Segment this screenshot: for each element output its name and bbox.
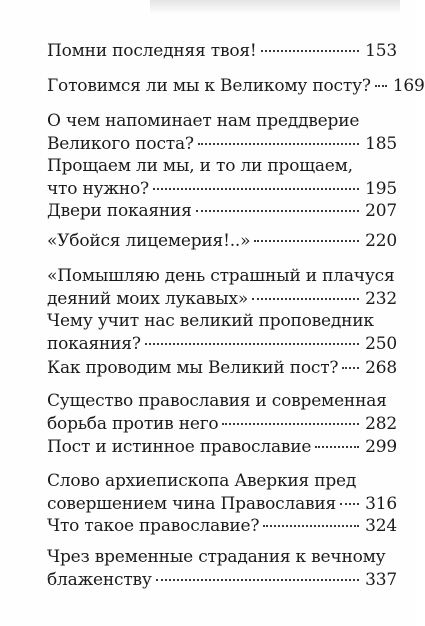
toc-entry — [47, 200, 397, 223]
toc-entry-line — [47, 133, 397, 156]
toc-entry — [47, 75, 425, 98]
toc-entry-title: Помни последняя твоя! — [47, 41, 257, 61]
toc-entry-title: Что такое православие? — [47, 516, 260, 536]
toc-entry-title: «Помышляю день страшный и плачуся — [47, 266, 395, 286]
toc-entry-line — [47, 515, 397, 538]
toc-entry — [47, 155, 397, 201]
dot-leader — [263, 525, 359, 527]
toc-entry-line — [47, 200, 397, 223]
dot-leader — [145, 343, 359, 345]
toc-entry-title: Двери покаяния — [47, 201, 192, 221]
toc-entry-title-continued: что нужно? — [47, 179, 149, 199]
toc-entry — [47, 310, 397, 356]
toc-entry-line — [47, 310, 397, 333]
toc-page-number: 169 — [392, 76, 425, 96]
toc-entry-title-continued: борьба против него — [47, 414, 219, 434]
dot-leader — [198, 143, 359, 145]
toc-entry-title: Существо православия и современная — [47, 391, 387, 411]
dot-leader — [196, 210, 359, 212]
toc-entry-line — [47, 569, 397, 592]
toc-entry — [47, 357, 397, 380]
toc-entry-line — [47, 178, 397, 201]
toc-entry-line — [47, 110, 397, 133]
toc-entry — [47, 230, 397, 253]
toc-page-number: 195 — [365, 179, 397, 199]
toc-entry-title-continued: совершением чина Православия — [47, 494, 337, 514]
toc-entry-line — [47, 357, 397, 380]
toc-entry-line — [47, 390, 397, 413]
toc-entry — [47, 470, 397, 516]
toc-entry-title: «Убойся лицемерия!..» — [47, 231, 251, 251]
dot-leader — [340, 503, 359, 505]
toc-page-number: 220 — [365, 231, 397, 251]
toc-page-number: 232 — [365, 289, 397, 309]
toc-entry-line — [47, 40, 397, 63]
toc-entry-title: Чему учит нас великий проповедник — [47, 311, 374, 331]
dot-leader — [254, 240, 359, 242]
toc-page-number: 268 — [365, 358, 397, 378]
dot-leader — [252, 298, 359, 300]
toc-entry-title-continued: Великого поста? — [47, 134, 194, 154]
toc-page-number: 299 — [365, 437, 397, 457]
toc-entry-title: Как проводим мы Великий пост? — [47, 358, 339, 378]
toc-entry-line — [47, 75, 425, 98]
toc-entry-line — [47, 155, 397, 178]
toc-page-number: 185 — [365, 134, 397, 154]
toc-page-number: 207 — [365, 201, 397, 221]
toc-entry — [47, 110, 397, 156]
dot-leader — [261, 50, 360, 52]
toc-entry — [47, 436, 397, 459]
toc-entry — [47, 515, 397, 538]
toc-page-number: 324 — [365, 516, 397, 536]
toc-entry-title: Пост и истинное православие — [47, 437, 312, 457]
toc-page-number: 337 — [365, 570, 397, 590]
toc-entry — [47, 546, 397, 592]
toc-entry-title-continued: блаженству — [47, 570, 152, 590]
dot-leader — [342, 367, 359, 369]
toc-entry-line — [47, 230, 397, 253]
toc-entry-title: О чем напоминает нам преддверие — [47, 111, 360, 131]
toc-entry — [47, 40, 397, 63]
toc-entry — [47, 390, 397, 436]
toc-entry-title: Слово архиепископа Аверкия пред — [47, 471, 357, 491]
page-bleed-shadow — [150, 0, 400, 14]
dot-leader — [156, 579, 359, 581]
toc-entry-line — [47, 546, 397, 569]
toc-entry-line — [47, 413, 397, 436]
toc-entry-line — [47, 493, 397, 516]
toc-entry-title-continued: покаяния? — [47, 334, 141, 354]
toc-page-number: 250 — [365, 334, 397, 354]
dot-leader — [375, 85, 387, 87]
toc-entry-title: Прощаем ли мы, и то ли прощаем, — [47, 156, 353, 176]
dot-leader — [222, 423, 359, 425]
toc-entry-title: Чрез временные страдания к вечному — [47, 547, 386, 567]
toc-page-number: 153 — [365, 41, 397, 61]
toc-entry-line — [47, 436, 397, 459]
toc-entry-line — [47, 288, 397, 311]
toc-entry — [47, 265, 397, 311]
toc-entry-title: Готовимся ли мы к Великому посту? — [47, 76, 371, 96]
dot-leader — [315, 446, 359, 448]
toc-page-number: 316 — [365, 494, 397, 514]
toc-page-number: 282 — [365, 414, 397, 434]
toc-entry-line — [47, 333, 397, 356]
toc-entry-line — [47, 265, 397, 288]
toc-entry-line — [47, 470, 397, 493]
toc-entry-title-continued: деяний моих лукавых» — [47, 289, 249, 309]
dot-leader — [153, 188, 359, 190]
